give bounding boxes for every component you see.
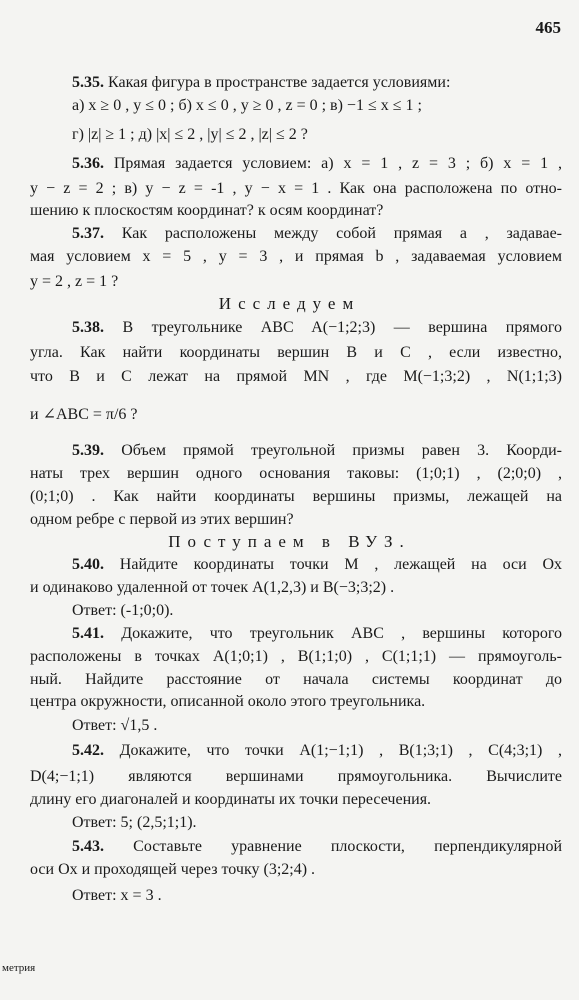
text-line bbox=[30, 577, 562, 599]
problem-number: 5.39. bbox=[72, 442, 104, 459]
section-heading bbox=[0, 293, 579, 315]
problem-number: 5.38. bbox=[72, 319, 104, 336]
text-line bbox=[72, 623, 562, 645]
line-text: Исследуем bbox=[218, 294, 361, 313]
problem-number: 5.42. bbox=[72, 742, 104, 759]
line-text: г) |z| ≥ 1 ; д) |x| ≤ 2 , |y| ≤ 2 , |z| ≤ 2 ? bbox=[72, 126, 308, 143]
line-text: Ответ: (-1;0;0). bbox=[72, 602, 174, 619]
problem-number: 5.35. bbox=[72, 74, 104, 91]
footer-text: метрия bbox=[2, 962, 36, 974]
line-text: y − z = 2 ; в) y − z = -1 , y − x = 1 . Как она расположена по отно- bbox=[30, 180, 562, 197]
answer-line bbox=[72, 600, 562, 622]
text-line bbox=[72, 440, 562, 462]
line-text: оси Ox и проходящей через точку (3;2;4) . bbox=[30, 861, 316, 878]
line-text: центра окружности, описанной около этого треугольника. bbox=[30, 693, 426, 710]
line-text: (0;1;0) . Как найти координаты вершины призмы, лежащей на bbox=[30, 488, 562, 505]
line-text: Докажите, что треугольник ABC , вершины которого bbox=[104, 625, 562, 642]
text-line bbox=[30, 200, 562, 222]
line-text: расположены в точках A(1;0;1) , B(1;1;0) , C(1;1;1) — прямоуголь- bbox=[30, 648, 562, 665]
text-line bbox=[30, 859, 562, 881]
text-line bbox=[30, 404, 562, 426]
line-text: одном ребре с первой из этих вершин? bbox=[30, 511, 294, 528]
line-text: и ∠ABC = π/6 ? bbox=[30, 406, 138, 423]
text-line bbox=[30, 646, 562, 668]
problem-number: 5.40. bbox=[72, 556, 104, 573]
problem-number: 5.41. bbox=[72, 625, 104, 642]
line-text: наты трех вершин одного основания таковы: (1;0;1) , (2;0;0) , bbox=[30, 465, 562, 482]
text-line bbox=[30, 789, 562, 811]
text-line bbox=[72, 740, 562, 762]
section-heading bbox=[0, 531, 579, 553]
line-text: мая условием x = 5 , y = 3 , и прямая b , задаваемая условием bbox=[30, 248, 562, 265]
text-line bbox=[72, 223, 562, 245]
line-text: Ответ: √1,5 . bbox=[72, 717, 158, 734]
problem-number: 5.43. bbox=[72, 838, 104, 855]
text-line bbox=[30, 691, 562, 713]
text-line bbox=[30, 766, 562, 788]
text-line bbox=[30, 463, 562, 485]
text-line bbox=[30, 342, 562, 364]
line-text: Поступаем в ВУЗ. bbox=[168, 532, 411, 551]
text-line bbox=[30, 178, 562, 200]
line-text: Прямая задается условием: а) x = 1 , z = 3 ; б) x = 1 , bbox=[104, 155, 562, 172]
text-line bbox=[72, 836, 562, 858]
answer-line bbox=[72, 885, 562, 907]
line-text: Объем прямой треугольной призмы равен 3. Коорди- bbox=[104, 442, 562, 459]
text-line bbox=[30, 669, 562, 691]
line-text: D(4;−1;1) являются вершинами прямоугольника. Вычислите bbox=[30, 768, 562, 785]
line-text: длину его диагоналей и координаты их точки пересечения. bbox=[30, 791, 432, 808]
line-text: ный. Найдите расстояние от начала системы координат до bbox=[30, 671, 562, 688]
answer-line bbox=[72, 715, 562, 737]
line-text: а) x ≥ 0 , y ≤ 0 ; б) x ≤ 0 , y ≥ 0 , z = 0 ; в) −1 ≤ x ≤ 1 ; bbox=[72, 97, 422, 114]
text-line bbox=[72, 72, 562, 94]
answer-line bbox=[72, 812, 562, 834]
text-line bbox=[30, 486, 562, 508]
text-line bbox=[72, 554, 562, 576]
text-line bbox=[30, 271, 562, 293]
line-text: что B и C лежат на прямой MN , где M(−1;3;2) , N(1;1;3) bbox=[30, 368, 562, 385]
line-text: Докажите, что точки A(1;−1;1) , B(1;3;1) , C(4;3;1) , bbox=[104, 742, 562, 759]
text-line bbox=[72, 124, 562, 146]
text-line bbox=[30, 366, 562, 388]
line-text: Как расположены между собой прямая a , задавае- bbox=[104, 225, 562, 242]
text-line bbox=[72, 317, 562, 339]
line-text: Какая фигура в пространстве задается условиями: bbox=[104, 74, 451, 91]
line-text: В треугольнике ABC A(−1;2;3) — вершина прямого bbox=[104, 319, 562, 336]
text-line bbox=[72, 153, 562, 175]
problem-number: 5.36. bbox=[72, 155, 104, 172]
text-line bbox=[30, 246, 562, 268]
line-text: шению к плоскостям координат? к осям координат? bbox=[30, 202, 384, 219]
line-text: угла. Как найти координаты вершин B и C , если известно, bbox=[30, 344, 562, 361]
text-line bbox=[30, 509, 562, 531]
line-text: y = 2 , z = 1 ? bbox=[30, 273, 119, 290]
line-text: Найдите координаты точки M , лежащей на оси Ox bbox=[104, 556, 562, 573]
problem-number: 5.37. bbox=[72, 225, 104, 242]
line-text: Составьте уравнение плоскости, перпендикулярной bbox=[104, 838, 562, 855]
page-number: 465 bbox=[535, 18, 561, 37]
line-text: Ответ: x = 3 . bbox=[72, 887, 162, 904]
line-text: и одинаково удаленной от точек A(1,2,3) и B(−3;3;2) . bbox=[30, 579, 395, 596]
text-line bbox=[72, 95, 562, 117]
line-text: Ответ: 5; (2,5;1;1). bbox=[72, 814, 197, 831]
